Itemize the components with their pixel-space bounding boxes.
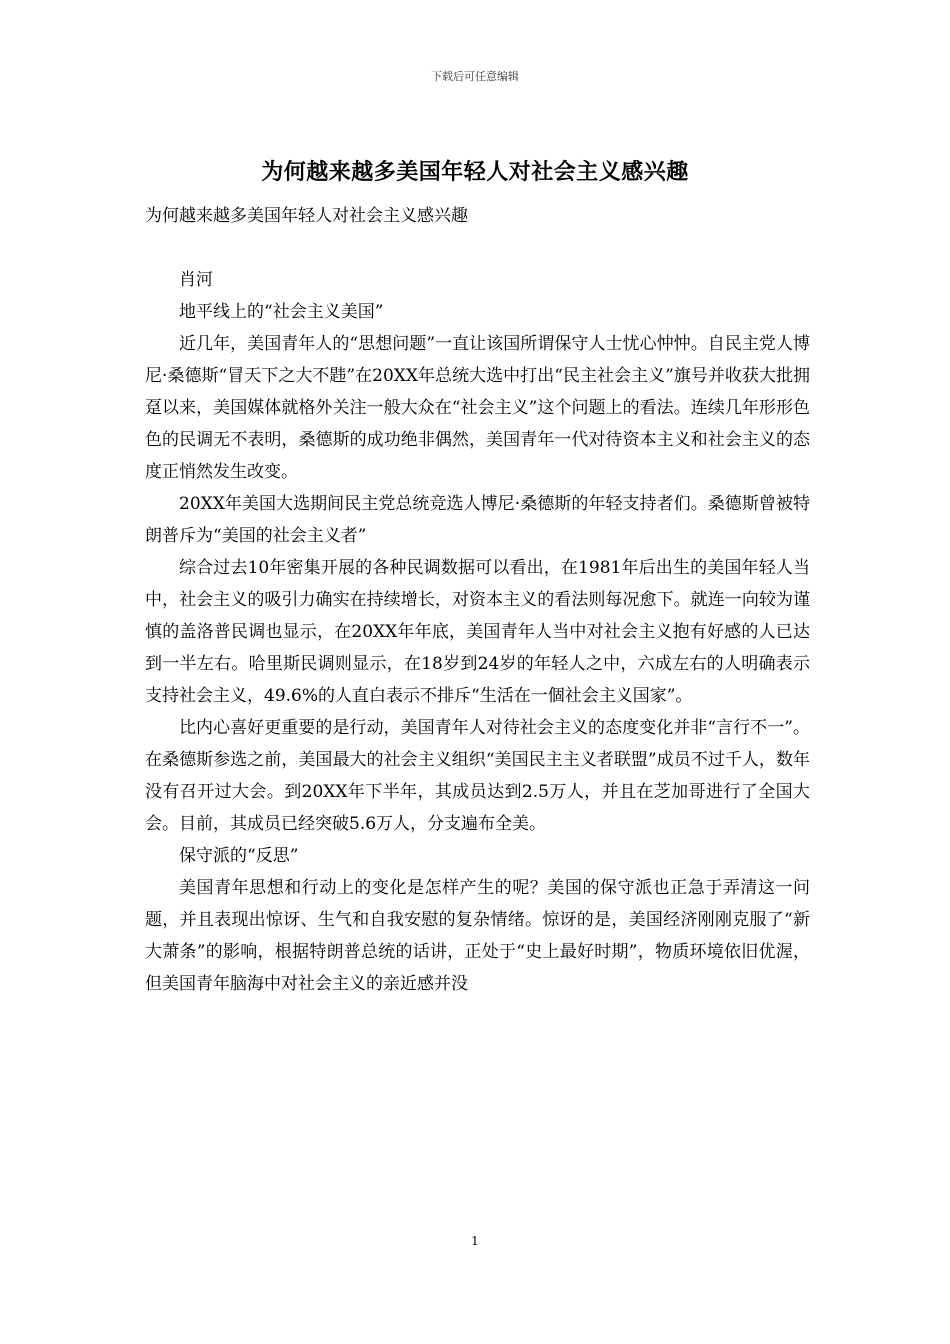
body-paragraph: 美国青年思想和行动上的变化是怎样产生的呢？美国的保守派也正急于弄清这一问题，并且表现出惊讶、生气和自我安慰的复杂情绪。惊讶的是，美国经济刚刚克服了“新大萧条”的影响，根据特朗普总统的话讲，正处于“史上最好时期”，物质环境依旧优渥，但美国青年脑海中对社会主义的亲近感并没: [145, 878, 810, 994]
document-title: 为何越来越多美国年轻人对社会主义感兴趣: [261, 159, 689, 185]
section-heading: 保守派的“反思”: [179, 846, 299, 866]
author-line: 肖河: [179, 270, 213, 290]
section-heading: 地平线上的“社会主义美国”: [179, 302, 384, 322]
body-paragraph: 近几年，美国青年人的“思想问题”一直让该国所谓保守人士忧心忡忡。自民主党人博尼·桑德斯“冒天下之大不韪”在20XX年总统大选中打出“民主社会主义”旗号并收获大批拥趸以来，美国媒体就格外关注一般大众在“社会主义”这个问题上的看法。连续几年形形色色的民调无不表明，桑德斯的成功绝非偶然，美国青年一代对待资本主义和社会主义的态度正悄然发生改变。: [145, 334, 810, 482]
document-body: [145, 200, 810, 1000]
body-paragraph: 比内心喜好更重要的是行动，美国青年人对待社会主义的态度变化并非“言行不一”。在桑德斯参选之前，美国最大的社会主义组织“美国民主主义者联盟”成员不过千人，数年没有召开过大会。到20XX年下半年，其成员达到2.5万人，并且在芝加哥进行了全国大会。目前，其成员已经突破5.6万人，分支遍布全美。: [145, 718, 810, 834]
body-paragraph: 20XX年美国大选期间民主党总统竞选人博尼·桑德斯的年轻支持者们。桑德斯曾被特朗普斥为“美国的社会主义者”: [145, 494, 810, 546]
document-subtitle: 为何越来越多美国年轻人对社会主义感兴趣: [145, 206, 468, 226]
body-paragraph: 综合过去10年密集开展的各种民调数据可以看出，在1981年后出生的美国年轻人当中，社会主义的吸引力确实在持续增长，对资本主义的看法则每况愈下。就连一向较为谨慎的盖洛普民调也显示，在20XX年年底，美国青年人当中对社会主义抱有好感的人已达到一半左右。哈里斯民调则显示，在18岁到24岁的年轻人之中，六成左右的人明确表示支持社会主义，49.6%的人直白表示不排斥“生活在一個社会主义国家”。: [145, 558, 810, 706]
header-note: 下载后可任意编辑: [431, 70, 519, 83]
page-number: 1: [471, 1234, 479, 1248]
